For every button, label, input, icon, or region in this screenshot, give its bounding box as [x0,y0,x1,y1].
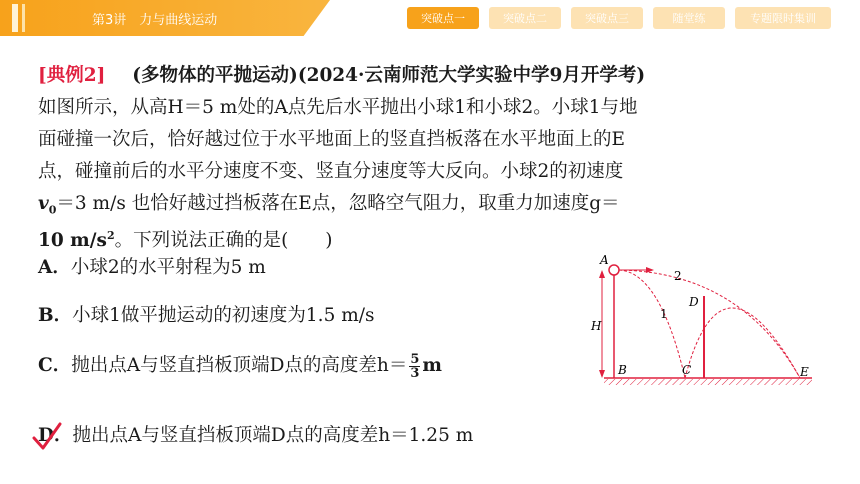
problem-header-line [38,60,645,92]
banner-stripe [22,4,25,32]
tab-breakthrough-2[interactable]: 突破点二 [489,7,561,29]
lesson-title: 第3讲 力与曲线运动 [92,13,218,28]
label-d: D [689,295,699,309]
problem-category: (多物体的平抛运动) [132,65,298,86]
tab-timed-training[interactable]: 专题限时集训 [735,7,831,29]
trajectory-diagram [590,248,820,388]
option-d[interactable]: D．抛出点A与竖直挡板顶端D点的高度差h＝1.25 m [38,425,474,446]
tab-practice[interactable]: 随堂练 [653,7,725,29]
option-b[interactable]: B．小球1做平抛运动的初速度为1.5 m/s [38,305,375,326]
label-h: H [591,319,602,333]
label-e: E [800,365,809,379]
problem-line: 点，碰撞前后的水平分速度不变、竖直分速度等大反向。小球2的初速度 [38,161,624,182]
trajectory-ball-1 [619,270,685,378]
option-c[interactable]: C．抛出点A与竖直挡板顶端D点的高度差h＝ $\frac{5}{3}$ m [38,351,442,381]
label-ball-1: 1 [660,307,668,321]
label-a: A [600,253,609,267]
problem-line: 如图所示，从高H＝5 m处的A点先后水平抛出小球1和小球2。小球1与地 [38,97,638,118]
tab-breakthrough-3[interactable]: 突破点三 [571,7,643,29]
ball-icon [609,265,619,275]
checkmark-icon [30,420,64,454]
fraction: $\frac{5}{3}$ [410,351,420,381]
top-navigation-bar [0,0,860,36]
problem-source: (2024·云南师范大学实验中学9月开学考) [297,65,646,86]
tab-breakthrough-1[interactable]: 突破点一 [407,7,479,29]
trajectory-ball-2 [619,270,800,378]
label-c: C [682,363,692,377]
label-ball-2: 2 [674,269,682,283]
example-tag: [典例2] [38,65,106,86]
banner-stripe [12,4,18,32]
label-b: B [618,363,627,377]
trajectory-ball-1-bounce [685,308,800,378]
problem-line: 面碰撞一次后，恰好越过位于水平地面上的竖直挡板落在水平地面上的E [38,129,626,150]
option-a[interactable]: A．小球2的水平射程为5 m [38,257,266,278]
problem-line: 10 $m/s^2$。下列说法正确的是( ) [38,229,333,252]
ground-line [604,378,812,385]
problem-line: $v_0=3$ m/s 也恰好越过挡板落在E点，忽略空气阻力，取重力加速度g＝ [38,193,620,217]
